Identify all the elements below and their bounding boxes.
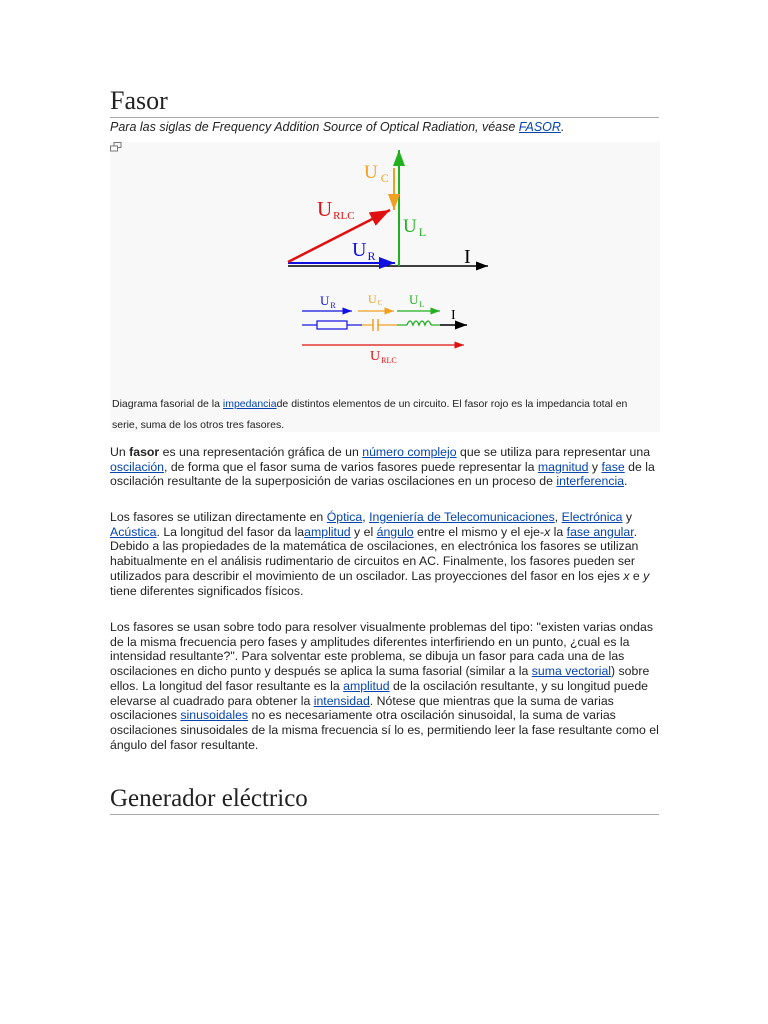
link-interferencia[interactable]: interferencia <box>556 474 625 489</box>
hatnote-text: Para las siglas de Frequency Addition Source of Optical Radiation, véase <box>110 120 519 134</box>
paragraph-definition <box>110 445 660 489</box>
link-fase-angular[interactable]: fase angular <box>566 524 634 539</box>
link-amplitud[interactable]: amplitud <box>343 678 390 693</box>
inductor-coil <box>407 321 431 325</box>
link-magnitud[interactable]: magnitud <box>537 459 589 474</box>
italic-x: x <box>623 568 630 583</box>
italic-y: y <box>643 568 650 583</box>
link-fase[interactable]: fase <box>601 459 625 474</box>
text: e <box>629 568 644 583</box>
i-label: I <box>464 246 471 268</box>
ur-label: $U_R$ <box>352 239 376 263</box>
text: no es necesariamente otra oscilación sinusoidal, la suma de varias oscilaciones sinusoidales de la misma frecuencia sí lo es, permitiendo leer la fase resultante como el ángulo del fasor resultante. <box>110 708 659 752</box>
text: , de forma que el fasor suma de varios fasores puede representar la <box>164 459 538 474</box>
resistor-symbol <box>317 321 347 329</box>
page-title: Fasor <box>110 86 659 118</box>
enlarge-icon[interactable] <box>110 142 122 152</box>
circuit-ur-label: $U_R$ <box>320 293 336 310</box>
circuit-uc-label: UC <box>368 292 383 307</box>
section-heading-generador: Generador eléctrico <box>110 784 659 815</box>
text: y <box>588 459 602 474</box>
text: , <box>554 510 562 524</box>
phasor-diagram <box>110 142 660 382</box>
paragraph-problems <box>110 620 660 752</box>
text: de la oscilación resultante de la superposición de varias oscilaciones en un proceso de <box>110 459 655 489</box>
link-angulo[interactable]: ángulo <box>376 524 414 539</box>
link-sinusoidales[interactable]: sinusoidales <box>180 708 249 723</box>
link-suma-vectorial[interactable]: suma vectorial <box>531 664 612 679</box>
text: la <box>550 524 567 539</box>
link-amplitud[interactable]: amplitud <box>304 524 351 539</box>
text: y el <box>350 524 377 539</box>
hatnote-link-fasor[interactable]: FASOR <box>518 120 561 134</box>
caption-text: Diagrama fasorial de la <box>112 398 223 410</box>
ul-label: U $_L$ <box>403 216 427 239</box>
urlc-label: URLC <box>317 197 355 222</box>
italic-x: x <box>544 524 551 539</box>
bold-term: fasor <box>129 445 160 459</box>
circuit-i-label: I <box>451 308 456 323</box>
text: . La longitud del fasor da la <box>156 524 305 539</box>
link-numero-complejo[interactable]: número complejo <box>362 445 457 459</box>
link-ingenieria-telecomunicaciones[interactable]: Ingeniería de Telecomunicaciones <box>369 510 555 524</box>
link-electronica[interactable]: Electrónica <box>561 510 623 524</box>
text: entre el mismo y el eje- <box>413 524 545 539</box>
text: . <box>624 474 628 489</box>
uc-label: U $_C$ <box>364 162 389 185</box>
hatnote <box>110 120 564 134</box>
paragraph-uses <box>110 510 660 598</box>
text: y <box>622 510 633 524</box>
text: es una representación gráfica de un <box>159 445 363 459</box>
text: . Debido a las propiedades de la matemática de oscilaciones, en electrónica los fasores se utilizan habitualmente en el análisis rudimentario de circuitos en AC. Finalmente, los fasores pueden ser utilizados para describir el movimiento de un oscilador. Las proyecciones del fasor en los ejes <box>110 524 639 583</box>
text: Los fasores se usan sobre todo para resolver visualmente problemas del tipo: "existen varias ondas de la misma frecuencia pero fases y amplitudes diferentes interfiriendo en un punto, ¿cual es la intensidad resultante?". Para solventar este problema, se dibuja un fasor para cada una de las oscilaciones en dicho punto y después se aplica la suma fasorial (similar a la <box>110 620 653 679</box>
link-optica[interactable]: Óptica <box>326 510 363 524</box>
text: . Nótese que mientras que la suma de varias oscilaciones <box>110 693 614 723</box>
link-oscilacion[interactable]: oscilación <box>110 459 164 474</box>
text: Los fasores se utilizan directamente en <box>110 510 327 524</box>
figure-caption <box>112 394 652 436</box>
circuit-ul-label: $U_L$ <box>409 292 425 309</box>
text: de la oscilación resultante, y su longitud puede elevarse al cuadrado para obtener la <box>110 678 648 708</box>
text: Un <box>110 445 130 459</box>
text: que se utiliza para representar una <box>456 445 651 459</box>
text: ) sobre ellos. La longitud del fasor resultante es la <box>110 664 650 693</box>
caption-text-rest: de distintos elementos de un circuito. El fasor rojo es la impedancia total en serie, suma de los otros tres fasores. <box>112 398 628 431</box>
text: , <box>362 510 370 524</box>
text: tiene diferentes significados físicos. <box>110 583 304 598</box>
link-intensidad[interactable]: intensidad <box>313 693 370 708</box>
link-acustica[interactable]: Acústica <box>110 524 157 539</box>
circuit-urlc-label: $U_{RLC}$ <box>370 349 397 365</box>
caption-link-impedancia[interactable]: impedancia <box>222 398 277 410</box>
hatnote-suffix: . <box>560 120 565 134</box>
phasor-figure <box>110 142 660 432</box>
